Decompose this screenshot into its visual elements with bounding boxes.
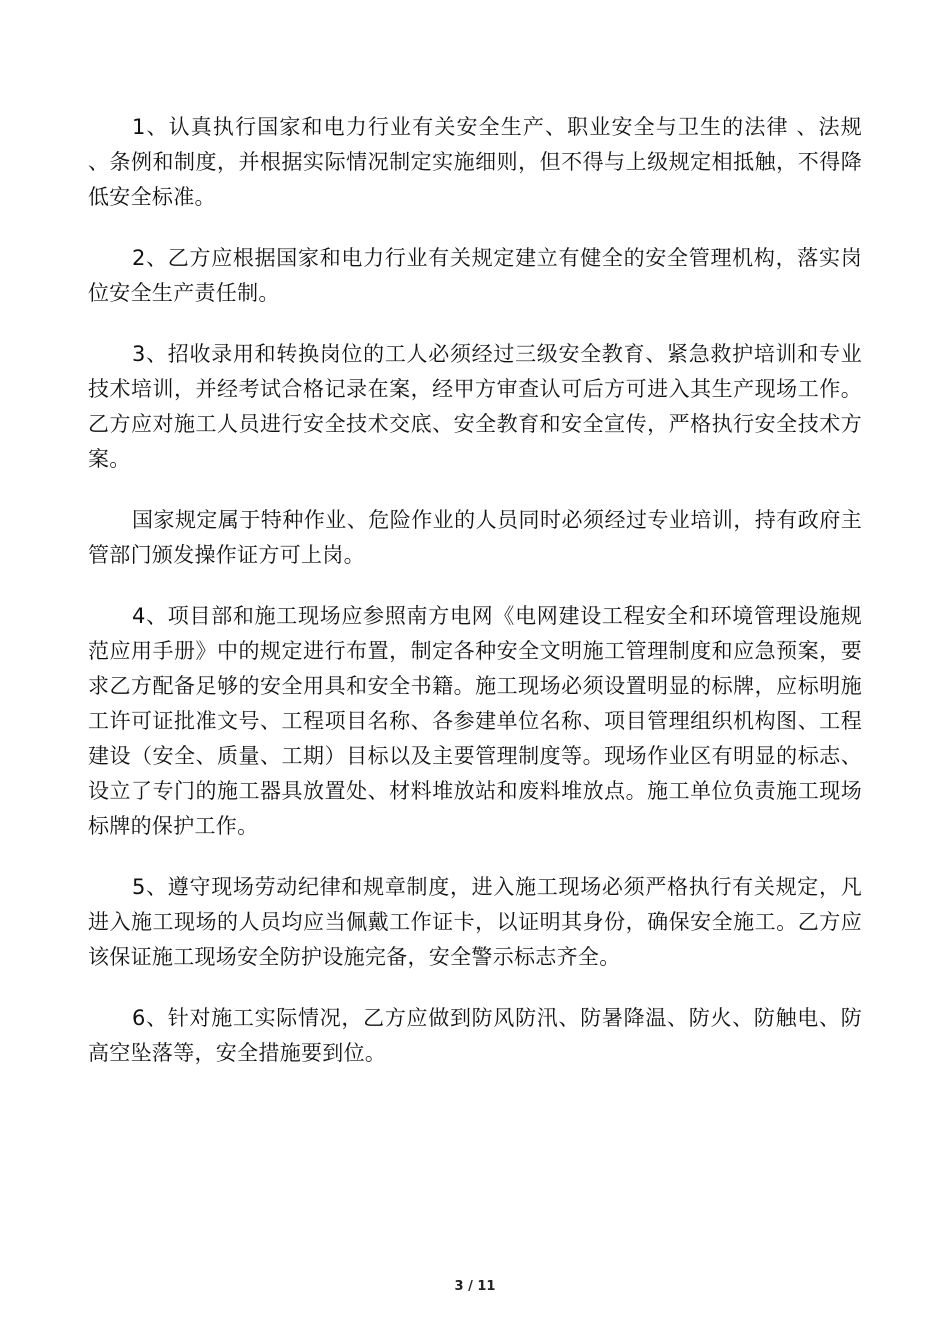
paragraph-5: 5、遵守现场劳动纪律和规章制度，进入施工现场必须严格执行有关规定，凡进入施工现场的人员均应当佩戴工作证卡，以证明其身份，确保安全施工。乙方应该保证施工现场安全防护设施完备，安全警示标志齐全。 <box>88 875 862 969</box>
paragraph-3: 3、招收录用和转换岗位的工人必须经过三级安全教育、紧急救护培训和专业技术培训，并经考试合格记录在案，经甲方审查认可后方可进入其生产现场工作。乙方应对施工人员进行安全技术交底、安全教育和安全宣传，严格执行安全技术方案。 <box>88 342 862 471</box>
document-body <box>88 110 862 1097</box>
paragraph-3-supplement: 国家规定属于特种作业、危险作业的人员同时必须经过专业培训，持有政府主管部门颁发操作证方可上岗。 <box>88 508 862 567</box>
paragraph-2: 2、乙方应根据国家和电力行业有关规定建立有健全的安全管理机构，落实岗位安全生产责任制。 <box>88 246 862 305</box>
paragraph-6: 6、针对施工实际情况，乙方应做到防风防汛、防暑降温、防火、防触电、防高空坠落等，安全措施要到位。 <box>88 1006 862 1065</box>
paragraph-1: 1、认真执行国家和电力行业有关安全生产、职业安全与卫生的法律 、法规 、条例和制度，并根据实际情况制定实施细则，但不得与上级规定相抵触，不得降低安全标准。 <box>88 115 862 209</box>
paragraph-4: 4、项目部和施工现场应参照南方电网《电网建设工程安全和环境管理设施规范应用手册》中的规定进行布置，制定各种安全文明施工管理制度和应急预案，要求乙方配备足够的安全用具和安全书籍。施工现场必须设置明显的标牌，应标明施工许可证批准文号、工程项目名称、各参建单位名称、项目管理组织机构图、工程建设（安全、质量、工期）目标以及主要管理制度等。现场作业区有明显的标志、设立了专门的施工器具放置处、材料堆放站和废料堆放点。施工单位负责施工现场标牌的保护工作。 <box>88 604 862 838</box>
page-number: 3 / 11 <box>454 1279 496 1294</box>
